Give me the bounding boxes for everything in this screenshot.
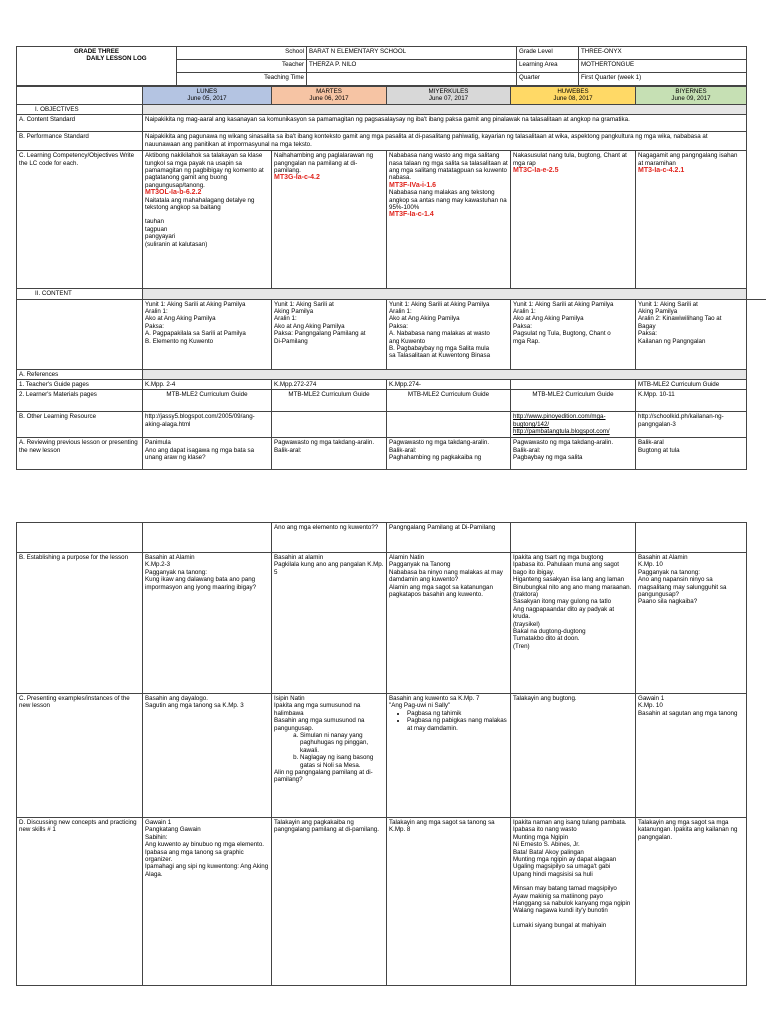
content-blank xyxy=(17,299,143,369)
tg-wednesday: K.Mpp.274- xyxy=(387,380,511,390)
content-heading: II. CONTENT xyxy=(17,289,143,299)
corner-cell xyxy=(17,87,143,105)
day-header-tuesday: MARTES June 06, 2017 xyxy=(272,87,387,105)
cont-monday xyxy=(143,523,272,553)
grade-level-label: Grade Level xyxy=(517,47,579,60)
purpose-tuesday: Basahin at alamin Pagkilala kung ano ang pangalan K.Mp. 5 xyxy=(272,553,387,694)
cont-thursday xyxy=(511,523,636,553)
presenting-tuesday: Isipin Natin Ipakita ang mga sumusunod na halimbawa Basahin ang mga sumusunod na pangungusap. a. Simulan ni nanay yang paghuhugas ng pinggan, kawali. b. Naglagay ng isang basong gatas si Noli sa Mesa. Alin ng pangngalang pamilang at di-pamilang? xyxy=(272,694,387,818)
cont-tuesday: Ano ang mga elemento ng kuwento?? xyxy=(272,523,387,553)
discussing-monday: Gawain 1 Pangkatang Gawain Sabihin: Ang kuwento ay binubuo ng mga elemento. Ipabasa ang mga tanong sa graphic organizer. Ipamahagi ang sipi ng kuwentong: Ang Aking Alaga. xyxy=(143,818,272,986)
discussing-tuesday: Talakayin ang pagkakaiba ng pangngalang pamilang at di-pamilang. xyxy=(272,818,387,986)
content-standard-text: Naipakikita ng mag-aaral ang kasanayan sa komunikasyon sa pamamagitan ng pagsasalaysay ng iba't ibang paksa gamit ang pinalawak na talasalitaan at angkop na gramatika. xyxy=(143,115,747,132)
performance-standard-label: B. Performance Standard xyxy=(17,132,143,151)
grade-title-cell xyxy=(17,47,177,86)
tg-label: 1. Teacher's Guide pages xyxy=(17,380,143,390)
purpose-friday: Basahin at Alamin K.Mp. 10 Pagganyak na tanong: Ano ang napansin ninyo sa magsalitang may salungguhit sa pangungusap? Paano sila nagkaiba? xyxy=(636,553,747,694)
content-standard-label: A. Content Standard xyxy=(17,115,143,132)
presenting-thursday: Talakayin ang bugtong. xyxy=(511,694,636,818)
quarter-label: Quarter xyxy=(517,73,579,86)
lesson-log-page-1 xyxy=(16,46,746,470)
lc-wednesday: Nababasa nang wasto ang mga salitang nasa talaan ng mga salita sa talasalitaan at ang mga salitang matatagpuan sa kuwento nabasa. MT3F-IVa-i-1.6 Nababasa nang malakas ang tekstong angkop sa antas nang may kawastuhan na 95%-100% MT3F-Ia-c-1.4 xyxy=(387,151,511,289)
lm-monday: MTB-MLE2 Curriculum Guide xyxy=(143,390,272,412)
lesson-log-page-2 xyxy=(16,522,746,986)
lesson-table xyxy=(16,86,747,470)
lm-friday: K.Mpp. 10-11 xyxy=(636,390,747,412)
presenting-wednesday: Basahin ang kuwento sa K.Mp. 7 "Ang Pag-uwi ni Sally" • Pagbasa ng tahimik • Pagbasa ng pabigkas nang malakas at may damdamin. xyxy=(387,694,511,818)
lc-tuesday: Naihahambing ang paglalarawan ng pangngalan na pamilang at di-pamilang. MT3G-Ia-c-4.2 xyxy=(272,151,387,289)
performance-standard-text: Naipakikita ang pagunawa ng wikang sinasalita sa iba't ibang konteksto gamit ang mga pasalita at di-pasalitang pahiwatig, kayarian ng talasalitaan at wika, aspektong pangkultura ng mga wika, nababasa at nauunawaan ang panitikan at impormasyunal na mga teksto. xyxy=(143,132,747,151)
day-header-thursday: HUWEBES June 08, 2017 xyxy=(511,87,636,105)
lc-monday: Aktibong nakikilahok sa talakayan sa klase tungkol sa mga payak na usapin sa pamamagitan ng pagbibigay ng komento at pagtatanong gamit ang buong pangungusap/tanong. MT3OL-Ia-b-6.2.2 Naitatala ang mahahalagang detalye ng tekstong angkop sa baitang tauhan tagpuan pangyayari (suliranin at kalutasan) xyxy=(143,151,272,289)
other-thursday[interactable]: http://www.pinoyedition.com/mga-bugtong/142/ http://pambatangtula.blogspot.com/ xyxy=(511,412,636,438)
review-monday: Panimula Ano ang dapat isagawa ng mga bata sa unang araw ng klase? xyxy=(143,438,272,470)
tg-monday: K.Mpp. 2-4 xyxy=(143,380,272,390)
discussing-thursday: Ipakita naman ang isang tulang pambata. Ipabasa ito nang wasto Munting mga Ngipin Ni Ernesto S. Abines, Jr. Bata! Bata! Akoy palingan Munting mga ngipin ay dapat alagaan Ugaling magsipilyo sa umaga't gabi Upang hindi magsisisi sa huli Minsan may batang tamad magsipilyo Ayaw makinig sa matiinong payo Hanggang sa nabulok kanyang mga ngipin Walang nagawa kundi ity'y bunotin Lumaki siyang bungal at mahiyain xyxy=(511,818,636,986)
references-label: A. References xyxy=(17,369,143,379)
cont-label-blank xyxy=(17,523,143,553)
day-header-friday: BIYERNES June 09, 2017 xyxy=(636,87,747,105)
discussing-label: D. Discussing new concepts and practicing new skills # 1 xyxy=(17,818,143,986)
quarter-value: First Quarter (week 1) xyxy=(579,73,747,86)
tg-thursday xyxy=(511,380,636,390)
objectives-heading: I. OBJECTIVES xyxy=(17,104,143,114)
presenting-tuesday-list: a. Simulan ni nanay yang paghuhugas ng pinggan, kawali. b. Naglagay ng isang basong gatas si Noli sa Mesa. xyxy=(274,732,384,769)
other-wednesday xyxy=(387,412,511,438)
purpose-monday: Basahin at Alamin K.Mp.2-3 Pagganyak na tanong: Kung ikaw ang dalawang bata ano pang impormasyon ang iyong maaring ibigay? xyxy=(143,553,272,694)
discussing-friday: Talakayin ang mga sagot sa mga katanungan. Ipakita ang kailanan ng pangngalan. xyxy=(636,818,747,986)
day-header-wednesday: MIYERKULES June 07, 2017 xyxy=(387,87,511,105)
header-table xyxy=(16,46,747,86)
teacher-label: Teacher xyxy=(177,60,307,73)
grade-level-value: THREE-ONYX xyxy=(579,47,747,60)
time-label: Teaching Time xyxy=(177,73,307,86)
cont-friday xyxy=(636,523,747,553)
content-band xyxy=(143,289,747,299)
presenting-monday: Basahin ang dayalogo. Sagutin ang mga tanong sa K.Mp. 3 xyxy=(143,694,272,818)
lc-label: C. Learning Competency/Objectives Write the LC code for each. xyxy=(17,151,143,289)
purpose-thursday: Ipakita ang tsart ng mga bugtong Ipabasa ito. Pahulaan muna ang sagot bago ito ibigay. Higanteng sasakyan iisa lang ang laman Binubungkal nito ang ano mang maraanan. (traktora) Sasakyan itong may gulong na tatlo Ang nagpapaandar dito ay padyak at kruda. (traysikel) Bakal na dugtong-dugtong Tumatakbo dito at doon. (Tren) xyxy=(511,553,636,694)
school-value: BARAT N ELEMENTARY SCHOOL xyxy=(307,47,517,60)
review-tuesday: Pagwawasto ng mga takdang-aralin. Balik-aral: xyxy=(272,438,387,470)
lm-wednesday: MTB-MLE2 Curriculum Guide xyxy=(387,390,511,412)
review-friday: Balik-aral Bugtong at tula xyxy=(636,438,747,470)
content-thursday: Yunit 1: Aking Sarili at Aking Pamilya Aralin 1: Ako at Ang Aking Pamilya Paksa: Pagsulat ng Tula, Bugtong, Chant o mga Rap. xyxy=(511,299,636,369)
area-label: Learning Area xyxy=(517,60,579,73)
review-thursday: Pagwawasto ng mga takdang-aralin. Balik-aral: Pagbaybay ng mga salita xyxy=(511,438,636,470)
lm-thursday: MTB-MLE2 Curriculum Guide xyxy=(511,390,636,412)
log-title: DAILY LESSON LOG xyxy=(86,55,147,63)
content-monday: Yunit 1: Aking Sarili at Aking Pamilya Aralin 1: Ako at Ang Aking Pamilya Paksa: A. Pagpapakilala sa Sarili at Pamilya B. Elemento ng Kuwento xyxy=(143,299,272,369)
lesson-table-continued xyxy=(16,522,747,986)
review-wednesday: Pagwawasto ng mga takdang-aralin. Balik-aral: Paghahambing ng pagkakaiba ng xyxy=(387,438,511,470)
school-label: School xyxy=(177,47,307,60)
presenting-wednesday-list: • Pagbasa ng tahimik • Pagbasa ng pabigkas nang malakas at may damdamin. xyxy=(389,710,508,732)
references-band xyxy=(143,369,747,379)
time-value xyxy=(307,73,517,86)
other-resource-label: B. Other Learning Resource xyxy=(17,412,143,438)
margin-line xyxy=(746,299,766,300)
grade-title: GRADE THREE xyxy=(73,48,120,55)
presenting-friday: Gawain 1 K.Mp. 10 Basahin at sagutan ang mga tanong xyxy=(636,694,747,818)
objectives-band xyxy=(143,104,747,114)
review-label: A. Reviewing previous lesson or presenting the new lesson xyxy=(17,438,143,470)
lm-tuesday: MTB-MLE2 Curriculum Guide xyxy=(272,390,387,412)
cont-wednesday: Pangngalang Pamilang at Di-Pamilang xyxy=(387,523,511,553)
other-tuesday xyxy=(272,412,387,438)
tg-tuesday: K.Mpp.272-274 xyxy=(272,380,387,390)
lc-thursday: Nakasusulat nang tula, bugtong, Chant at mga rap MT3C-Ia-e-2.5 xyxy=(511,151,636,289)
discussing-wednesday: Talakayin ang mga sagot sa tanong sa K.Mp. 8 xyxy=(387,818,511,986)
other-friday[interactable]: http://schoolkid.ph/kailanan-ng-pangngalan-3 xyxy=(636,412,747,438)
content-wednesday: Yunit 1: Aking Sarili at Aking Pamilya Aralin 1: Ako at Ang Aking Pamilya Paksa: A. Nababasa nang malakas at wasto ang Kuwento B. Pagbabaybay ng mga Salita mula sa Talasalitaan at Kuwentong Binasa xyxy=(387,299,511,369)
content-friday: Yunit 1: Aking Sarili at Aking Pamilya Aralin 2: Kinawiwilihang Tao at Bagay Paksa: Kailanan ng Pangngalan xyxy=(636,299,747,369)
presenting-label: C. Presenting examples/instances of the new lesson xyxy=(17,694,143,818)
tg-friday: MTB-MLE2 Curriculum Guide xyxy=(636,380,747,390)
teacher-value: THERZA P. NILO xyxy=(307,60,517,73)
other-monday[interactable]: http://jassy5.blogspot.com/2005/09/ang-aking-alaga.html xyxy=(143,412,272,438)
purpose-wednesday: Alamin Natin Pagganyak na Tanong Nababasa ba ninyo nang malakas at may damdamin ang kuwento? Alamin ang mga sagot sa katanungan pagkatapos basahin ang kuwento. xyxy=(387,553,511,694)
content-tuesday: Yunit 1: Aking Sarili at Aking Pamilya Aralin 1: Ako at Ang Aking Pamilya Paksa: Pangngalang Pamilang at Di-Pamilang xyxy=(272,299,387,369)
lm-label: 2. Learner's Materials pages xyxy=(17,390,143,412)
lc-friday: Nagagamit ang pangngalang isahan at maramihan MT3-Ia-c-4.2.1 xyxy=(636,151,747,289)
purpose-label: B. Establishing a purpose for the lesson xyxy=(17,553,143,694)
day-header-monday: LUNES June 05, 2017 xyxy=(143,87,272,105)
area-value: MOTHERTONGUE xyxy=(579,60,747,73)
